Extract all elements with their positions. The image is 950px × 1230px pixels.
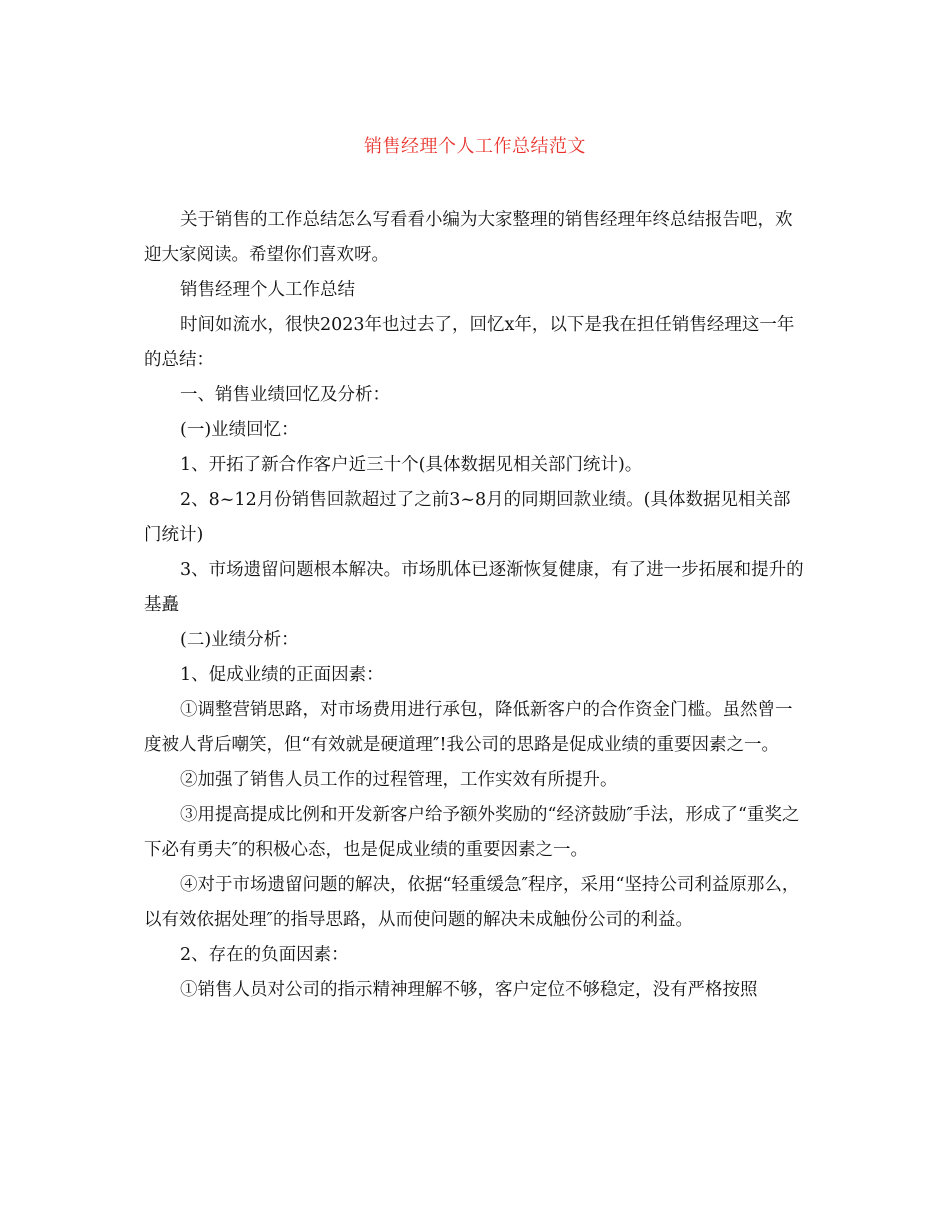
document-title: 销售经理个人工作总结范文 bbox=[364, 136, 586, 157]
paragraph-subtitle: 销售经理个人工作总结 bbox=[180, 280, 355, 300]
subsection-heading-review: (一)业绩回忆： bbox=[180, 420, 299, 440]
paragraph-intro: 关于销售的工作总结怎么写看看小编为大家整理的销售经理年终总结报告吧，欢迎大家阅读。希望你们喜欢呀。 bbox=[144, 210, 793, 265]
analysis-heading-negative: 2、存在的负面因素： bbox=[180, 945, 349, 965]
analysis-heading-positive: 1、促成业绩的正面因素： bbox=[180, 665, 384, 685]
positive-point-4: ④对于市场遗留问题的解决，依据“轻重缓急″程序，采用“坚持公司利益原那么，以有效依据处理″的指导思路，从而使问题的解决未成触份公司的利益。 bbox=[144, 875, 800, 930]
positive-point-1: ①调整营销思路，对市场费用进行承包，降低新客户的合作资金门槛。虽然曾一度被人背后嘲笑，但“有效就是硬道理″!我公司的思路是促成业绩的重要因素之一。 bbox=[144, 700, 793, 755]
subsection-heading-analysis: (二)业绩分析： bbox=[180, 630, 299, 650]
negative-point-1: ①销售人员对公司的指示精神理解不够，客户定位不够稳定，没有严格按照 bbox=[180, 980, 758, 1000]
section-heading-1: 一、销售业绩回忆及分析： bbox=[180, 385, 390, 405]
positive-point-3: ③用提高提成比例和开发新客户给予额外奖励的“经济鼓励″手法，形成了“重奖之下必有勇夫″的积极心态，也是促成业绩的重要因素之一。 bbox=[144, 805, 800, 860]
paragraph-opening: 时间如流水，很快2023年也过去了，回忆x年，以下是我在担任销售经理这一年的总结： bbox=[144, 315, 795, 370]
list-item-1: 1、开拓了新合作客户近三十个(具体数据见相关部门统计)。 bbox=[180, 455, 643, 475]
list-item-2: 2、8~12月份销售回款超过了之前3~8月的同期回款业绩。(具体数据见相关部门统计) bbox=[144, 490, 791, 545]
list-item-3: 3、市场遗留问题根本解决。市场肌体已逐渐恢复健康，有了进一步拓展和提升的基矗 bbox=[144, 560, 804, 615]
document-body bbox=[144, 203, 806, 1008]
positive-point-2: ②加强了销售人员工作的过程管理，工作实效有所提升。 bbox=[180, 770, 618, 790]
